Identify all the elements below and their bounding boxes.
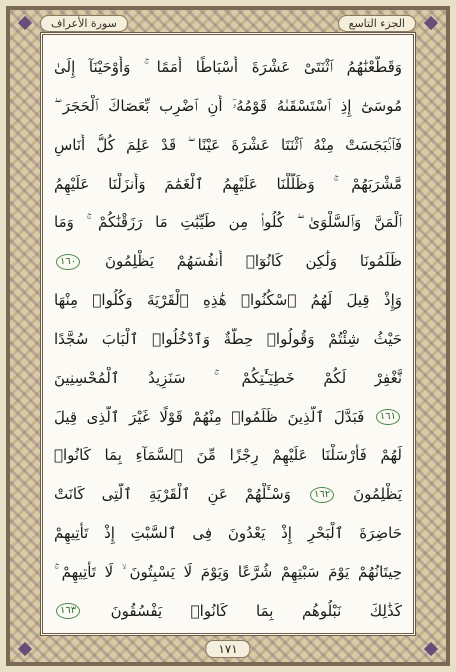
corner-ornament-bottom-left — [18, 642, 32, 656]
ayah-end-marker-161: ١٦١ — [376, 409, 400, 425]
text-line-2: مُوسَىٰٓ إِذِ ٱسْتَسْقَىٰهُ قَوْمُهُۥٓ أَنِ ٱضْرِب بِّعَصَاكَ ٱلْحَجَرَ ۖ — [54, 96, 402, 115]
text-line-4: مَّشْرَبَهُمْ ۚ وَظَلَّلْنَا عَلَيْهِمُ ٱلْغَمَٰمَ وَأَنزَلْنَا عَلَيْهِمُ — [54, 174, 402, 193]
text-line-3: فَٱنۢبَجَسَتْ مِنْهُ ٱثْنَتَا عَشْرَةَ عَيْنًا ۖ قَدْ عَلِمَ كُلُّ أُنَاسٍ — [54, 135, 402, 154]
text-line-12 — [54, 483, 402, 505]
text-line-5: ٱلْمَنَّ وَٱلسَّلْوَىٰ ۖ كُلُوا۟ مِن طَيِّبَٰتِ مَا رَزَقْنَٰكُمْ ۚ وَمَا — [54, 213, 402, 232]
text-line-6 — [54, 250, 402, 272]
ayah-end-marker-162: ١٦٢ — [310, 487, 334, 503]
page-number: ١٧١ — [205, 640, 250, 658]
text-line-8: حَيْثُ شِئْتُمْ وَقُولُوا۟ حِطَّةٌ وَٱدْخُلُوا۟ ٱلْبَابَ سُجَّدًا — [54, 329, 402, 348]
corner-ornament-bottom-right — [424, 642, 438, 656]
surah-label: سورة الأعراف — [40, 15, 128, 32]
text-line-14: حِيتَانُهُمْ يَوْمَ سَبْتِهِمْ شُرَّعًا وَيَوْمَ لَا يَسْبِتُونَ ۙ لَا تَأْتِيهِمْ ۚ — [54, 562, 402, 581]
text-line-9: نَّغْفِرْ لَكُمْ خَطِيٓـَٰٔتِكُمْ ۚ سَنَزِيدُ ٱلْمُحْسِنِينَ — [54, 368, 402, 387]
text-line-15-words: كَذَٰلِكَ نَبْلُوهُم بِمَا كَانُوا۟ يَفْسُقُونَ — [110, 601, 402, 620]
ayah-end-marker-163: ١٦٣ — [56, 603, 80, 619]
text-line-15 — [54, 600, 402, 622]
juz-label: الجزء التاسع — [338, 15, 416, 32]
text-line-1: وَقَطَّعْنَٰهُمُ ٱثْنَتَىْ عَشْرَةَ أَسْبَاطًا أُمَمًا ۚ وَأَوْحَيْنَآ إِلَىٰ — [54, 58, 402, 76]
ornamental-border — [6, 6, 450, 666]
text-line-13: حَاضِرَةَ ٱلْبَحْرِ إِذْ يَعْدُونَ فِى ٱلسَّبْتِ إِذْ تَأْتِيهِمْ — [54, 524, 402, 543]
page-header — [40, 14, 416, 32]
text-line-7: وَإِذْ قِيلَ لَهُمُ ٱسْكُنُوا۟ هَٰذِهِ ٱلْقَرْيَةَ وَكُلُوا۟ مِنْهَا — [54, 291, 402, 310]
text-line-11: لَهُمْ فَأَرْسَلْنَا عَلَيْهِمْ رِجْزًا مِّنَ ٱلسَّمَآءِ بِمَا كَانُوا۟ — [54, 446, 402, 465]
text-line-10-words: فَبَدَّلَ ٱلَّذِينَ ظَلَمُوا۟ مِنْهُمْ قَوْلًا غَيْرَ ٱلَّذِى قِيلَ — [54, 407, 365, 426]
ayah-end-marker-160: ١٦٠ — [56, 254, 80, 270]
text-line-12-words: يَظْلِمُونَ — [353, 485, 402, 504]
quran-text — [54, 56, 402, 622]
text-line-12-continuation: وَسْـَٔلْهُمْ عَنِ ٱلْقَرْيَةِ ٱلَّتِى كَانَتْ — [54, 485, 291, 504]
text-line-6-words: ظَلَمُونَا وَلَٰكِن كَانُوٓا۟ أَنفُسَهُمْ يَظْلِمُونَ — [105, 252, 402, 271]
text-line-10 — [54, 406, 402, 428]
corner-ornament-top-right — [424, 16, 438, 30]
corner-ornament-top-left — [18, 16, 32, 30]
